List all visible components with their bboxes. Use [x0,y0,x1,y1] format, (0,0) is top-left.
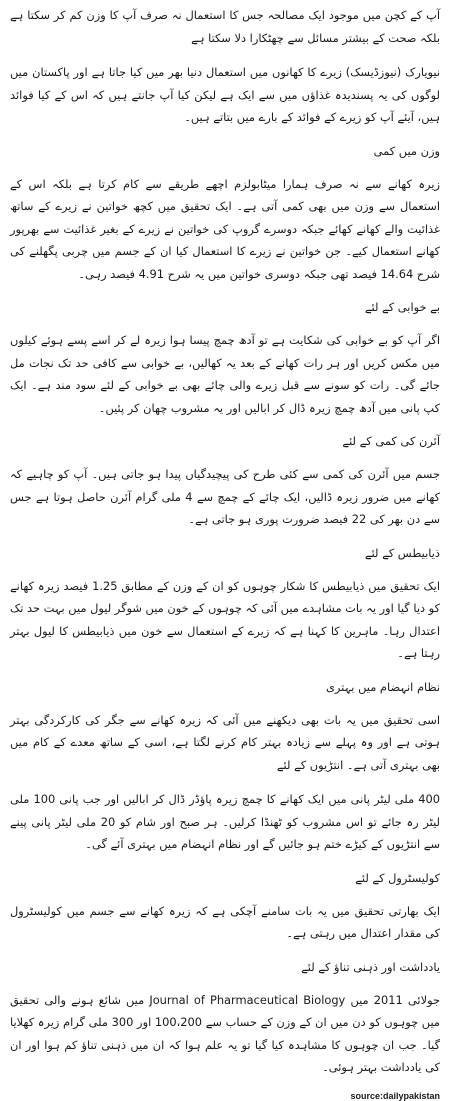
section-heading-memory-stress: یادداشت اور ذہنی تناؤ کے لئے [301,959,440,974]
section-heading-digestion: نظام انہضام میں بہتری [325,679,440,694]
paragraph: 400 ملی لیٹر پانی میں ایک کھانے کا چمچ زیرہ پاؤڈر ڈال کر ابالیں اور جب پانی 100 ملی لیٹر رہ جائے تو اس مشروب کو ٹھنڈا کرلیں۔ ہر صبح اور شام کو 20 ملی لیٹر پانی پینے سے انتڑیوں کے کیڑے ختم ہو جائیں گے اور نظام انہضام میں بہتری آئے گی۔ [10,792,440,851]
intro-headline: آپ کے کچن میں موجود ایک مصالحہ جس کا استعمال نہ صرف آپ کا وزن کم کر سکتا ہے بلکہ صحت کے بیشتر مسائل سے چھٹکارا دلا سکتا ہے [10,8,440,45]
source-credit: source:dailypakistan [350,1090,440,1101]
paragraph: زیرہ کھانے سے نہ صرف ہمارا میٹابولزم اچھے طریقے سے کام کرتا ہے بلکہ اس کے استعمال سے وزن میں بھی کمی آتی ہے۔ ایک تحقیق میں کچھ خواتین نے زیرے کے ساتھ غذائیت والے کھانے کھائے جبکہ دوسرے گروپ کی خواتین نے زیرے کے بغیر غذائیت سے بھرپور کھانے استعمال کیے۔ جن خواتین نے زیرے کا استعمال کیا ان کے جسم میں چربی پگھلنے کی شرح 14.64 فیصد تھی جبکہ دوسری خواتین میں یہ شرح 4.91 فیصد رہی۔ [10,176,440,281]
paragraph: جولائی 2011 میں Journal of Pharmaceutical Biology میں شائع ہونے والی تحقیق میں چوہوں کو دن میں ان کے وزن کے حساب سے 100،200 اور 300 ملی گرام زیرہ کھلایا گیا۔ جب ان چوہوں کا مشاہدہ کیا گیا تو یہ علم ہوا کہ ان میں ذہنی تناؤ کم ہوا اور ان کی یادداشت بہتر ہوئی۔ [10,992,440,1074]
paragraph: ایک تحقیق میں ذیابیطس کا شکار چوہوں کو ان کے وزن کے مطابق 1.25 فیصد زیرہ کھانے کو دیا گیا اور یہ بات مشاہدے میں آئی کہ چوہوں کے خون میں شوگر لیول میں بہت حد تک اعتدال رہا۔ ماہرین کا کہنا ہے کہ زیرے کے استعمال سے خون میں ذیابیطس کا لیول بہتر رہتا ہے۔ [10,578,440,660]
article [10,4,440,1079]
section-heading-insomnia: بے خوابی کے لئے [364,300,440,314]
paragraph: ایک بھارتی تحقیق میں یہ بات سامنے آچکی ہے کہ زیرہ کھانے سے جسم میں کولیسٹرول کی مقدار اعتدال میں رہتی ہے۔ [10,903,440,940]
paragraph: اگر آپ کو بے خوابی کی شکایت ہے تو آدھ چمچ پیسا ہوا زیرہ لے کر اسے پسے ہوئے کیلوں میں مکس کریں اور ہر رات کھانے کے بعد یہ کھالیں، بے خوابی سے کافی حد تک نجات مل جائے گی۔ رات کو سونے سے قبل زیرے والی چائے بھی بے خوابی کے لئے سود مند ہے۔ ایک کپ پانی میں آدھ چمچ زیرہ ڈال کر ابالیں اور یہ مشروب چھان کر پئیں۔ [10,333,440,415]
paragraph: نیویارک (نیوزڈیسک) زیرے کا کھانوں میں استعمال دنیا بھر میں کیا جاتا ہے اور پاکستان میں لوگوں کی یہ پسندیدہ غذاؤں میں سے ایک ہے لیکن کیا آپ جانتے ہیں کہ اس کے کیا فوائد ہیں، آیئے آپ کو زیرے کے فوائد کے بارے میں بتاتے ہیں۔ [10,65,440,124]
section-heading-weight-loss: وزن میں کمی [373,143,440,158]
paragraph: اسی تحقیق میں یہ بات بھی دیکھنے میں آئی کہ زیرہ کھانے سے جگر کی کارکردگی بہتر ہوتی ہے اور وہ پہلے سے زیادہ بہتر کام کرنے لگتا ہے، اسی کے ساتھ معدے کے کام میں بھی بہتری آتی ہے۔ انتڑیوں کے لئے [10,712,440,772]
section-heading-diabetes: ذیابیطس کے لئے [364,545,440,560]
section-heading-cholesterol: کولیسٹرول کے لئے [355,870,440,885]
section-heading-iron-deficiency: آئرن کی کمی کے لئے [342,434,440,448]
paragraph: جسم میں آئرن کی کمی سے کئی طرح کی پیچیدگیاں پیدا ہو جاتی ہیں۔ آپ کو چاہیے کہ کھانے میں ضرور زیرہ ڈالیں، ایک چائے کے چمچ سے 4 ملی گرام آئرن حاصل ہوتا ہے جس سے دن بھر کی 22 فیصد ضرورت پوری ہو جاتی ہے۔ [10,467,440,526]
